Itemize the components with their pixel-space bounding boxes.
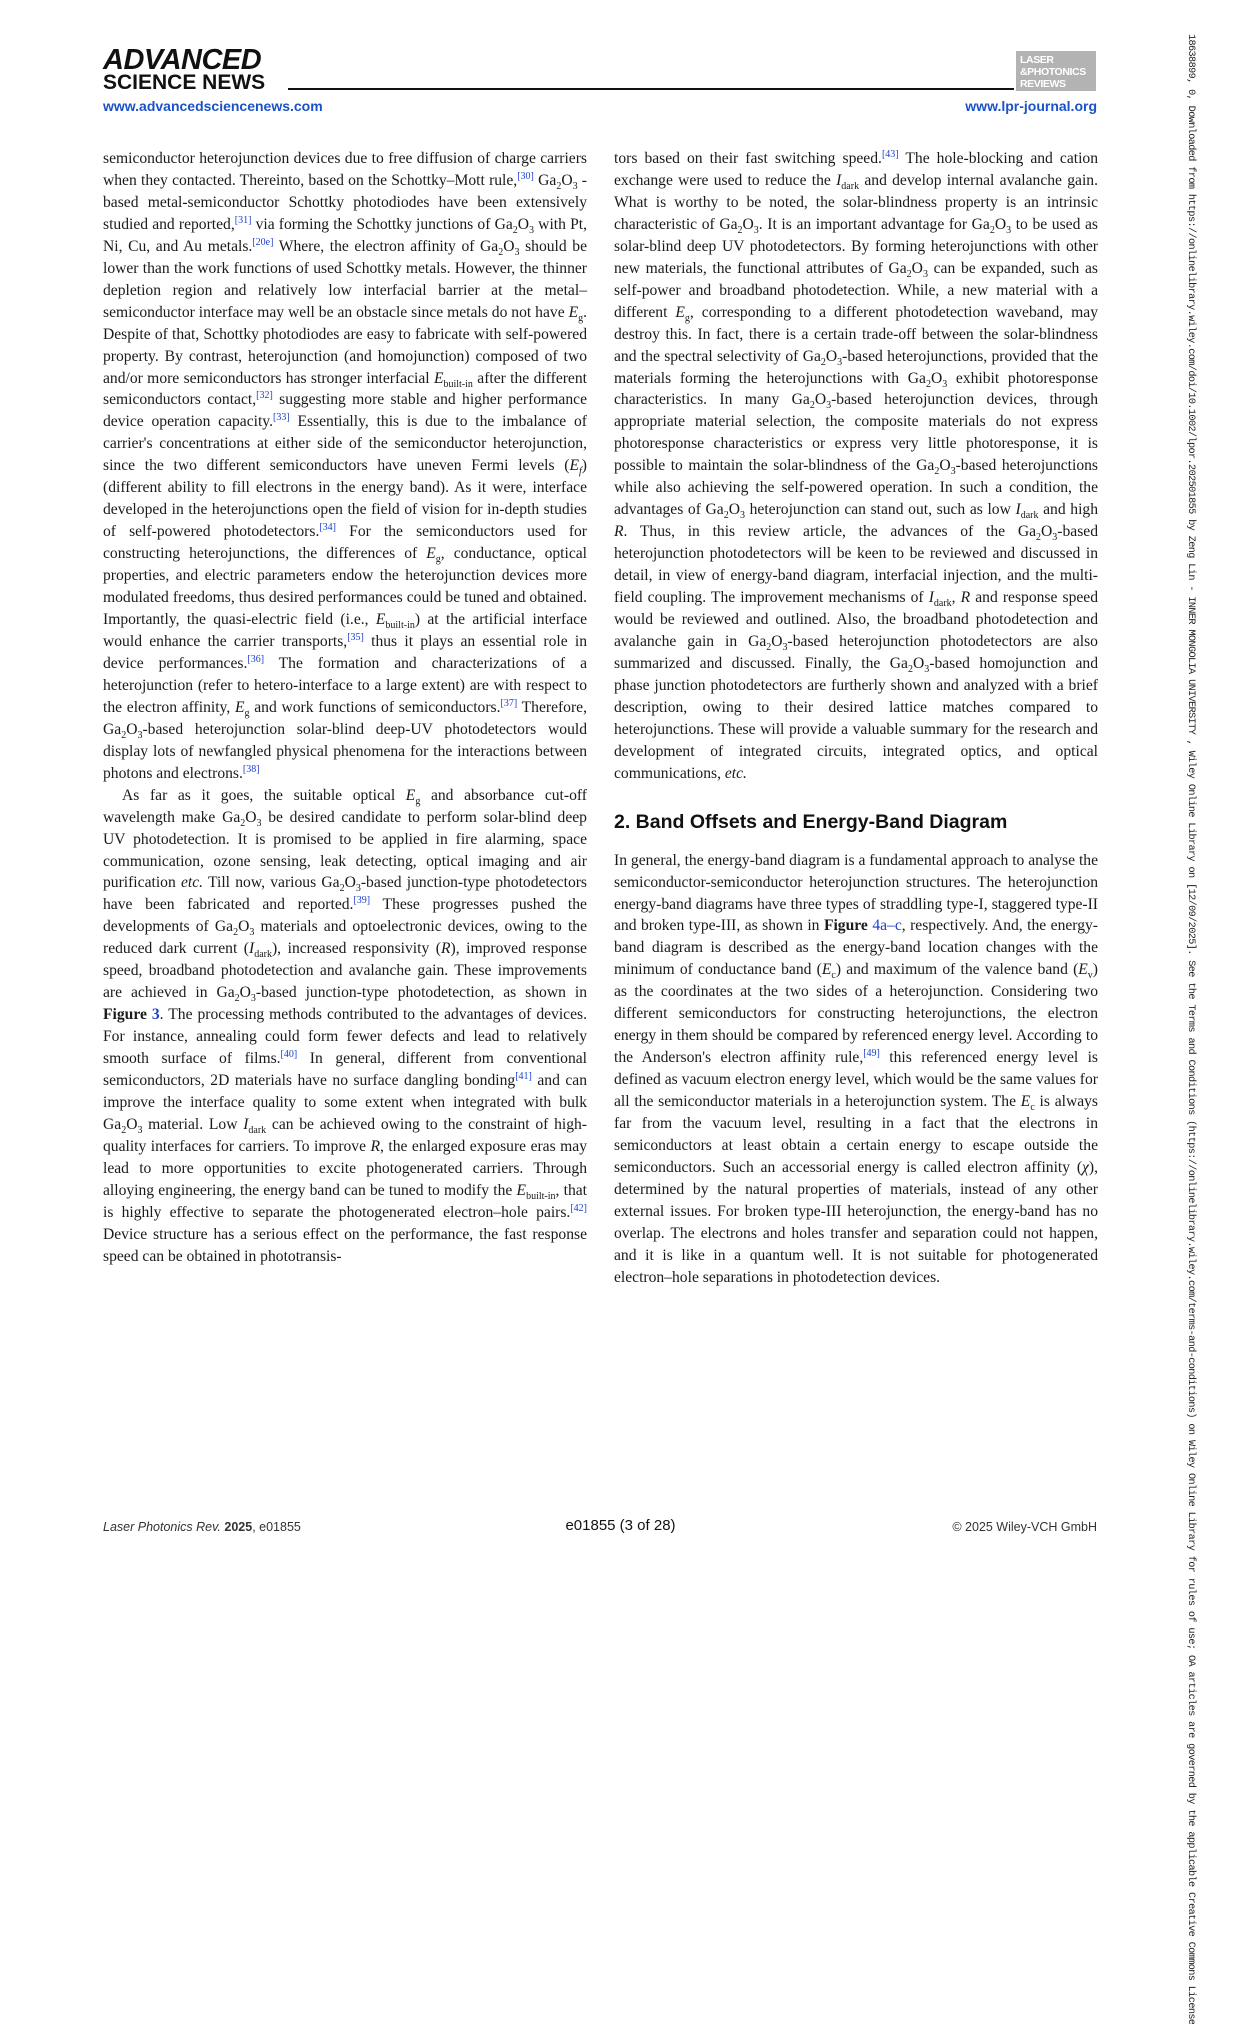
citation-link[interactable]: [39] — [353, 895, 371, 907]
journal-badge — [1016, 51, 1096, 91]
formula-ga2o3: $Ga_2O_3$ — [748, 632, 788, 654]
formula-ga2o3: $Ga_2O_3$ — [321, 874, 361, 895]
citation-link[interactable]: [42] — [570, 1202, 587, 1214]
citation-link[interactable]: [31] — [234, 214, 252, 226]
badge-line2: &PHOTONICS — [1020, 66, 1086, 78]
formula-ga2o3: $Ga_2O_3$ — [538, 171, 578, 193]
formula-ga2o3: $Ga_2O_3$ — [888, 259, 928, 280]
formula-ga2o3: $Ga_2O_3$ — [719, 215, 759, 236]
right-column — [614, 148, 1098, 1289]
formula-ga2o3: $Ga_2O_3$ — [791, 391, 832, 412]
citation-link[interactable]: [37] — [500, 697, 518, 709]
paragraph: semiconductor heterojunction devices due to free diffusion of charge carriers when they contacted. Thereinto, based on the Schottky–Mott rule,[30] $Ga_2O_3$ -based metal-semiconductor Schottky photodiodes have been extensively studied and reported,[31] via forming the Schottky junctions of $Ga_2O_3$ with Pt, Ni, Cu, and Au metals.[20e] Where, the electron affinity of $Ga_2O_3$ should be lower than the work functions of used Schottky metals. However, the thinner depletion region and relatively low interfacial barrier at the metal–semiconductor interface may well be an obstacle since metals do not have $E_g$. Despite of that, Schottky photodiodes are easy to fabricate with self-powered property. By contrast, heterojunction (and homojunction) composed of two and/or more semiconductors has stronger interfacial $E_{built-in}$ after the different semiconductors contact,[32] suggesting more stable and higher performance device operation capacity.[33] Essentially, this is due to the imbalance of carrier's concentrations at either side of the semiconductor heterojunction, since the two different semiconductors have uneven Fermi levels $(E_f)$ (different ability to fill electrons in the energy band). As it were, interface developed in the heterojunctions open the field of vision for in-depth studies of self-powered photodetectors.[34] For the semiconductors used for constructing heterojunctions, the differences of $E_g$, conductance, optical properties, and electric parameters endow the heterojunction devices more modulated freedoms, thus desired performances could be tuned and obtained. Importantly, the quasi-electric field (i.e., $E_{built-in}$) at the artificial interface would enhance the carrier transports,[35] thus it plays an essential role in device performances.[36] The formation and characterizations of a heterojunction (refer to hetero-interface to a large extent) are with respect to the electron affinity, $E_g$ and work functions of semiconductors.[37] Therefore, $Ga_2O_3$-based heterojunction solar-blind deep-UV photodetectors would display lots of newfangled physical phenomena for the interactions between photons and electrons.[38] — [103, 150, 588, 782]
formula-ga2o3: $Ga_2O_3$ — [480, 237, 520, 258]
badge-line1: LASER — [1020, 54, 1054, 66]
citation-link[interactable]: [30] — [517, 170, 534, 182]
citation-link[interactable]: [33] — [273, 412, 290, 424]
formula-ga2o3: $Ga_2O_3$ — [971, 215, 1012, 236]
citation-link[interactable]: [38] — [242, 763, 260, 775]
publisher-logo — [103, 46, 265, 93]
formula-ga2o3: $Ga_2O_3$ — [103, 720, 143, 741]
citation-link[interactable]: [49] — [863, 1047, 880, 1059]
citation-link[interactable]: [34] — [319, 522, 337, 534]
formula-ga2o3: $Ga_2O_3$ — [916, 457, 956, 478]
copyright: © 2025 Wiley-VCH GmbH — [952, 1520, 1097, 1534]
formula-ga2o3: $Ga_2O_3$ — [222, 808, 262, 829]
logo-line1: ADVANCED — [103, 44, 262, 76]
citation-link[interactable]: [32] — [256, 390, 273, 402]
paragraph: As far as it goes, the suitable optical $E_g$ and absorbance cut-off wavelength make $Ga_2O_3$ be desired candidate to perform solar-blind deep UV photodetection. It is promised to be applied in fire alarming, space communication, ozone sensing, leak detecting, optical imaging and air purification etc. Till now, various $Ga_2O_3$-based junction-type photodetectors have been fabricated and reported.[39] These progresses pushed the developments of $Ga_2O_3$ materials and optoelectronic devices, owing to the reduced dark current $(I_{dark})$, increased responsivity (R), improved response speed, broadband photodetection and avalanche gain. These improvements are achieved in $Ga_2O_3$-based junction-type photodetection, as shown in Figure 3. The processing methods contributed to the advantages of devices. For instance, annealing could form fewer defects and lead to relatively smooth surface of films.[40] In general, different from conventional semiconductors, 2D materials have no surface dangling bonding[41] and can improve the interface quality to some extent when integrated with bulk $Ga_2O_3$ material. Low $I_{dark}$ can be achieved owing to the constraint of high-quality interfaces for carriers. To improve R, the enlarged exposure eras may lead to more opportunities to excite photogenerated carriers. Through alloying engineering, the energy band can be tuned to modify the $E_{built-in}$, that is highly effective to separate the photogenerated electron–hole pairs.[42] Device structure has a serious effect on the performance, the fast response speed can be obtained in phototransis- — [103, 786, 588, 1265]
formula-ga2o3: $Ga_2O_3$ — [705, 501, 745, 522]
left-column — [103, 148, 587, 1268]
formula-ga2o3: $Ga_2O_3$ — [1017, 523, 1058, 544]
formula-ga2o3: $Ga_2O_3$ — [802, 347, 843, 368]
formula-ga2o3: $Ga_2O_3$ — [214, 918, 255, 939]
citation-link[interactable]: [36] — [247, 653, 265, 665]
citation-link[interactable]: [43] — [881, 148, 899, 160]
badge-line3: REVIEWS — [1020, 78, 1066, 90]
formula-ga2o3: $Ga_2O_3$ — [103, 1115, 143, 1137]
section-heading: 2. Band Offsets and Energy-Band Diagram — [614, 810, 1008, 833]
figure-4-link[interactable]: 4a–c — [872, 917, 902, 935]
citation-link[interactable]: [41] — [515, 1070, 532, 1082]
formula-ga2o3: $Ga_2O_3$ — [494, 215, 535, 236]
publisher-url-link[interactable]: www.advancedsciencenews.com — [103, 98, 323, 114]
formula-ga2o3: $Ga_2O_3$ — [889, 654, 930, 676]
header-rule — [288, 88, 1014, 90]
formula-ga2o3: $Ga_2O_3$ — [216, 984, 256, 1005]
citation-link[interactable]: [40] — [280, 1048, 298, 1060]
citation-link[interactable]: [20e] — [252, 236, 274, 248]
formula-ga2o3: $Ga_2O_3$ — [907, 369, 948, 390]
page-number: e01855 (3 of 28) — [565, 1517, 676, 1534]
paragraph: tors based on their fast switching speed.[43] The hole-blocking and cation exchange were used to reduce the $I_{dark}$ and develop internal avalanche gain. What is worthy to be noted, the solar-blindness property is an intrinsic characteristic of $Ga_2O_3$. It is an important advantage for $Ga_2O_3$ to be used as solar-blind deep UV photodetectors. By forming heterojunctions with other new materials, the functional attributes of $Ga_2O_3$ can be expanded, such as self-power and broadband photodetection. While, a new material with a different $E_g$, corresponding to a different photodetection waveband, may destroy this. In fact, there is a certain trade-off between the solar-blindness and the spectral selectivity of $Ga_2O_3$-based heterojunctions, provided that the materials forming the heterojunctions with $Ga_2O_3$ exhibit photoresponse characteristics. In many $Ga_2O_3$-based heterojunction devices, through appropriate material selection, the composite materials do not express photoresponse characteristics or express very little photoresponse, it is possible to maintain the solar-blindness of the $Ga_2O_3$-based heterojunctions while also achieving the self-powered operation. In such a condition, the advantages of $Ga_2O_3$ heterojunction can stand out, such as low $I_{dark}$ and high R. Thus, in this review article, the advances of the $Ga_2O_3$-based heterojunction photodetectors will be keen to be reviewed and discussed in detail, in view of energy-band diagram, interfacial injection, and the multi-field coupling. The improvement mechanisms of $I_{dark}$, R and response speed would be reviewed and outlined. Also, the broadband photodetection and avalanche gain in $Ga_2O_3$-based heterojunction photodetectors are also summarized and discussed. Finally, the $Ga_2O_3$-based homojunction and phase junction photodetectors are furtherly shown and analyzed with a brief description, owing to their desired lattice matches compared to heterojunctions. These will provide a valuable summary for the research and development of integrated circuits, integrated optics, and optical communications, etc. — [614, 148, 1098, 782]
footer-citation: Laser Photonics Rev. 2025, e01855 — [103, 1520, 301, 1534]
figure-3-link[interactable]: 3 — [151, 1006, 160, 1024]
citation-link[interactable]: [35] — [347, 631, 364, 643]
logo-line2: SCIENCE NEWS — [103, 71, 266, 94]
journal-url-link[interactable]: www.lpr-journal.org — [965, 98, 1097, 114]
paragraph: In general, the energy-band diagram is a fundamental approach to analyse the semiconductor-semiconductor heterojunction structures. The heterojunction energy-band diagrams have three types of straddling type-I, staggered type-II and broken type-III, as shown in Figure 4a–c, respectively. And, the energy-band diagram is described as the energy-band location changes with the minimum of conductance band $(E_c)$ and maximum of the valence band $(E_v)$ as the coordinates at the two sides of a heterojunction. Considering two different semiconductors for constructing heterojunctions, the electron energy in them should be compared by referenced energy level. According to the Anderson's electron affinity rule,[49] this referenced energy level is defined as vacuum electron energy level, which would be the same values for all the semiconductor materials in a heterojunction system. The $E_c$ is always far from the vacuum level, resulting in a fact that the electrons in semiconductors at least obtain a certain energy to escape outside the semiconductors. Such an accessorial energy is called electron affinity (χ), determined by the natural properties of materials, instead of any other external issues. For broken type-III heterojunction, the energy-band has no overlap. The electrons and holes transfer and separation could not happen, and it is like in a quantum well. It is not suitable for photogenerated electron–hole separations in photodetection devices. — [614, 851, 1098, 1286]
download-notice: 18638899, 0, Downloaded from https://onlinelibrary.wiley.com/doi/10.1002/lpor.202501855 by Zeng Lin - INNER MONGOLIA UNIVERSITY , Wiley Online Library on [12/09/2025]. See the Terms and Conditions (https://onlinelibrary.wiley.com/terms-and-conditions) on Wiley Online Library for rules of use; OA articles are governed by the applicable Creative Commons License — [1185, 34, 1196, 2024]
